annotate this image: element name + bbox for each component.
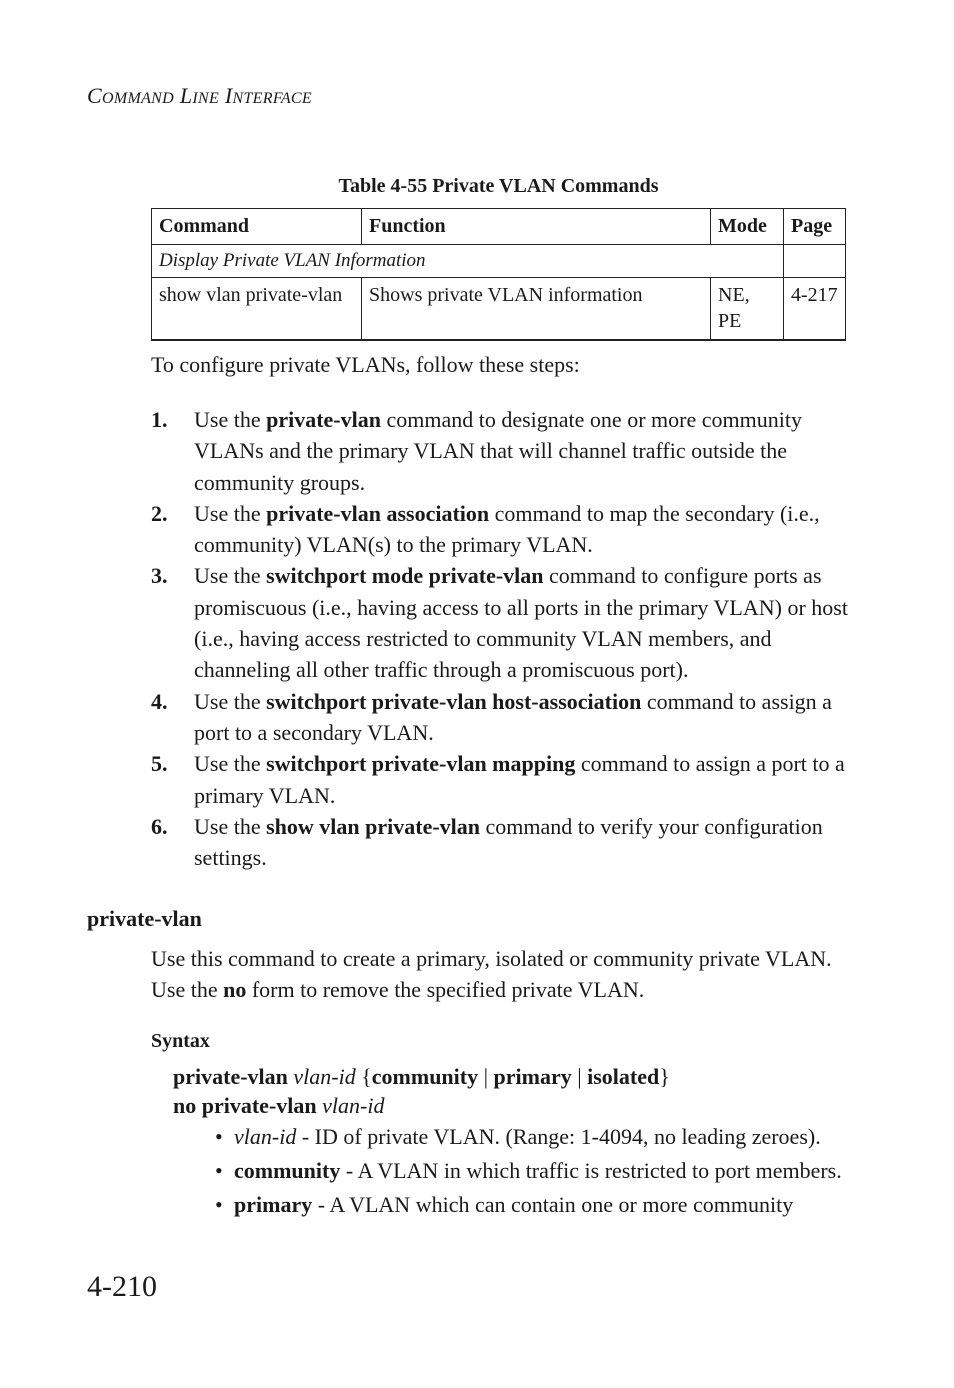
syntax-option: isolated — [587, 1064, 660, 1089]
syntax-command: no private-vlan — [173, 1093, 317, 1118]
step-command: show vlan private-vlan — [266, 813, 481, 839]
cell-command: show vlan private-vlan — [152, 278, 362, 341]
parameter-description: - ID of private VLAN. (Range: 1-4094, no leading zeroes). — [296, 1124, 821, 1149]
step-text: Use the switchport private-vlan host-association command to assign a port to a secondary VLAN. — [194, 688, 832, 745]
syntax-line-create: private-vlan vlan-id {community | primary | isolated} — [173, 1064, 670, 1089]
bullet-icon: • — [215, 1192, 223, 1217]
step-text: Use the private-vlan command to designate one or more community VLANs and the primary VLAN that will channel traffic outside the community groups. — [194, 407, 802, 495]
command-description: Use this command to create a primary, isolated or community private VLAN. Use the no form to remove the specified private VLAN. — [151, 946, 832, 1003]
syntax-option: community — [371, 1064, 479, 1089]
running-header — [87, 83, 312, 109]
header-cap: I — [224, 83, 233, 108]
step-item — [151, 404, 851, 498]
step-command: private-vlan association — [266, 500, 490, 526]
steps-list — [151, 404, 851, 873]
step-text: Use the switchport private-vlan mapping command to assign a port to a primary VLAN. — [194, 751, 845, 808]
command-heading: private-vlan — [87, 906, 202, 931]
syntax-line-remove — [173, 1093, 384, 1119]
step-text: Use the switchport mode private-vlan command to configure ports as promiscuous (i.e., having access to all ports in the primary VLAN) or host (i.e., having access restricted to community VLAN members, and channeling all other traffic through a promiscuous port). — [194, 563, 848, 683]
syntax-command: private-vlan — [173, 1064, 288, 1089]
step-number: 5. — [151, 751, 168, 777]
header-smallcaps: NTERFACE — [232, 90, 312, 107]
page-number: 4-210 — [87, 1270, 157, 1303]
header-smallcaps: OMMAND — [101, 90, 174, 107]
table-row — [152, 278, 846, 341]
step-number: 2. — [151, 500, 168, 526]
header-cap: C — [87, 83, 102, 108]
step-command: switchport private-vlan host-association — [266, 688, 642, 714]
step-item — [151, 748, 851, 811]
cell-mode — [711, 278, 784, 341]
step-number: 3. — [151, 563, 168, 589]
intro-text: To configure private VLANs, follow these steps: — [151, 352, 580, 377]
bullet-icon: • — [215, 1124, 223, 1149]
parameter-item — [215, 1156, 855, 1185]
parameter-item — [215, 1190, 855, 1219]
step-command: switchport private-vlan mapping — [266, 751, 576, 777]
parameter-name: community — [234, 1158, 341, 1183]
private-vlan-commands-table — [151, 208, 846, 341]
table-header-row — [152, 209, 846, 245]
column-header-mode: Mode — [711, 209, 784, 245]
step-number: 4. — [151, 688, 168, 714]
parameter-name: primary — [234, 1192, 313, 1217]
step-item — [151, 498, 851, 561]
column-header-command: Command — [152, 209, 362, 245]
table-caption: Table 4-55 Private VLAN Commands — [338, 175, 659, 197]
mode-line-2: PE — [718, 310, 742, 332]
no-keyword: no — [223, 977, 247, 1003]
cell-function: Shows private VLAN information — [362, 278, 711, 341]
step-command: switchport mode private-vlan — [266, 563, 544, 589]
syntax-argument: vlan-id — [322, 1093, 385, 1118]
step-item — [151, 560, 851, 685]
bullet-icon: • — [215, 1158, 223, 1183]
step-text: Use the show vlan private-vlan command to verify your configuration settings. — [194, 813, 823, 871]
step-item — [151, 686, 851, 749]
step-command: private-vlan — [266, 407, 381, 432]
parameter-list — [215, 1122, 855, 1224]
step-text: Use the private-vlan association command to map the secondary (i.e., community) VLAN(s) to the primary VLAN. — [194, 500, 820, 558]
header-smallcaps: INE — [192, 90, 220, 107]
mode-line-1: NE, — [718, 284, 750, 306]
section-label: Display Private VLAN Information — [152, 245, 784, 278]
table-section-row — [152, 245, 846, 278]
syntax-option: primary — [493, 1064, 572, 1089]
syntax-heading: Syntax — [151, 1030, 210, 1052]
step-number: 1. — [151, 407, 168, 432]
cell-page: 4-217 — [784, 278, 846, 341]
parameter-description: - A VLAN in which traffic is restricted to port members. — [340, 1158, 842, 1183]
step-number: 6. — [151, 813, 168, 839]
column-header-function: Function — [362, 209, 711, 245]
parameter-description: - A VLAN which can contain one or more community — [312, 1192, 794, 1217]
step-item — [151, 811, 851, 874]
section-empty-cell — [784, 245, 846, 278]
parameter-item — [215, 1122, 855, 1151]
syntax-argument: vlan-id — [293, 1064, 356, 1089]
parameter-name: vlan-id — [234, 1124, 297, 1149]
header-cap: L — [179, 83, 193, 108]
column-header-page: Page — [784, 209, 846, 245]
